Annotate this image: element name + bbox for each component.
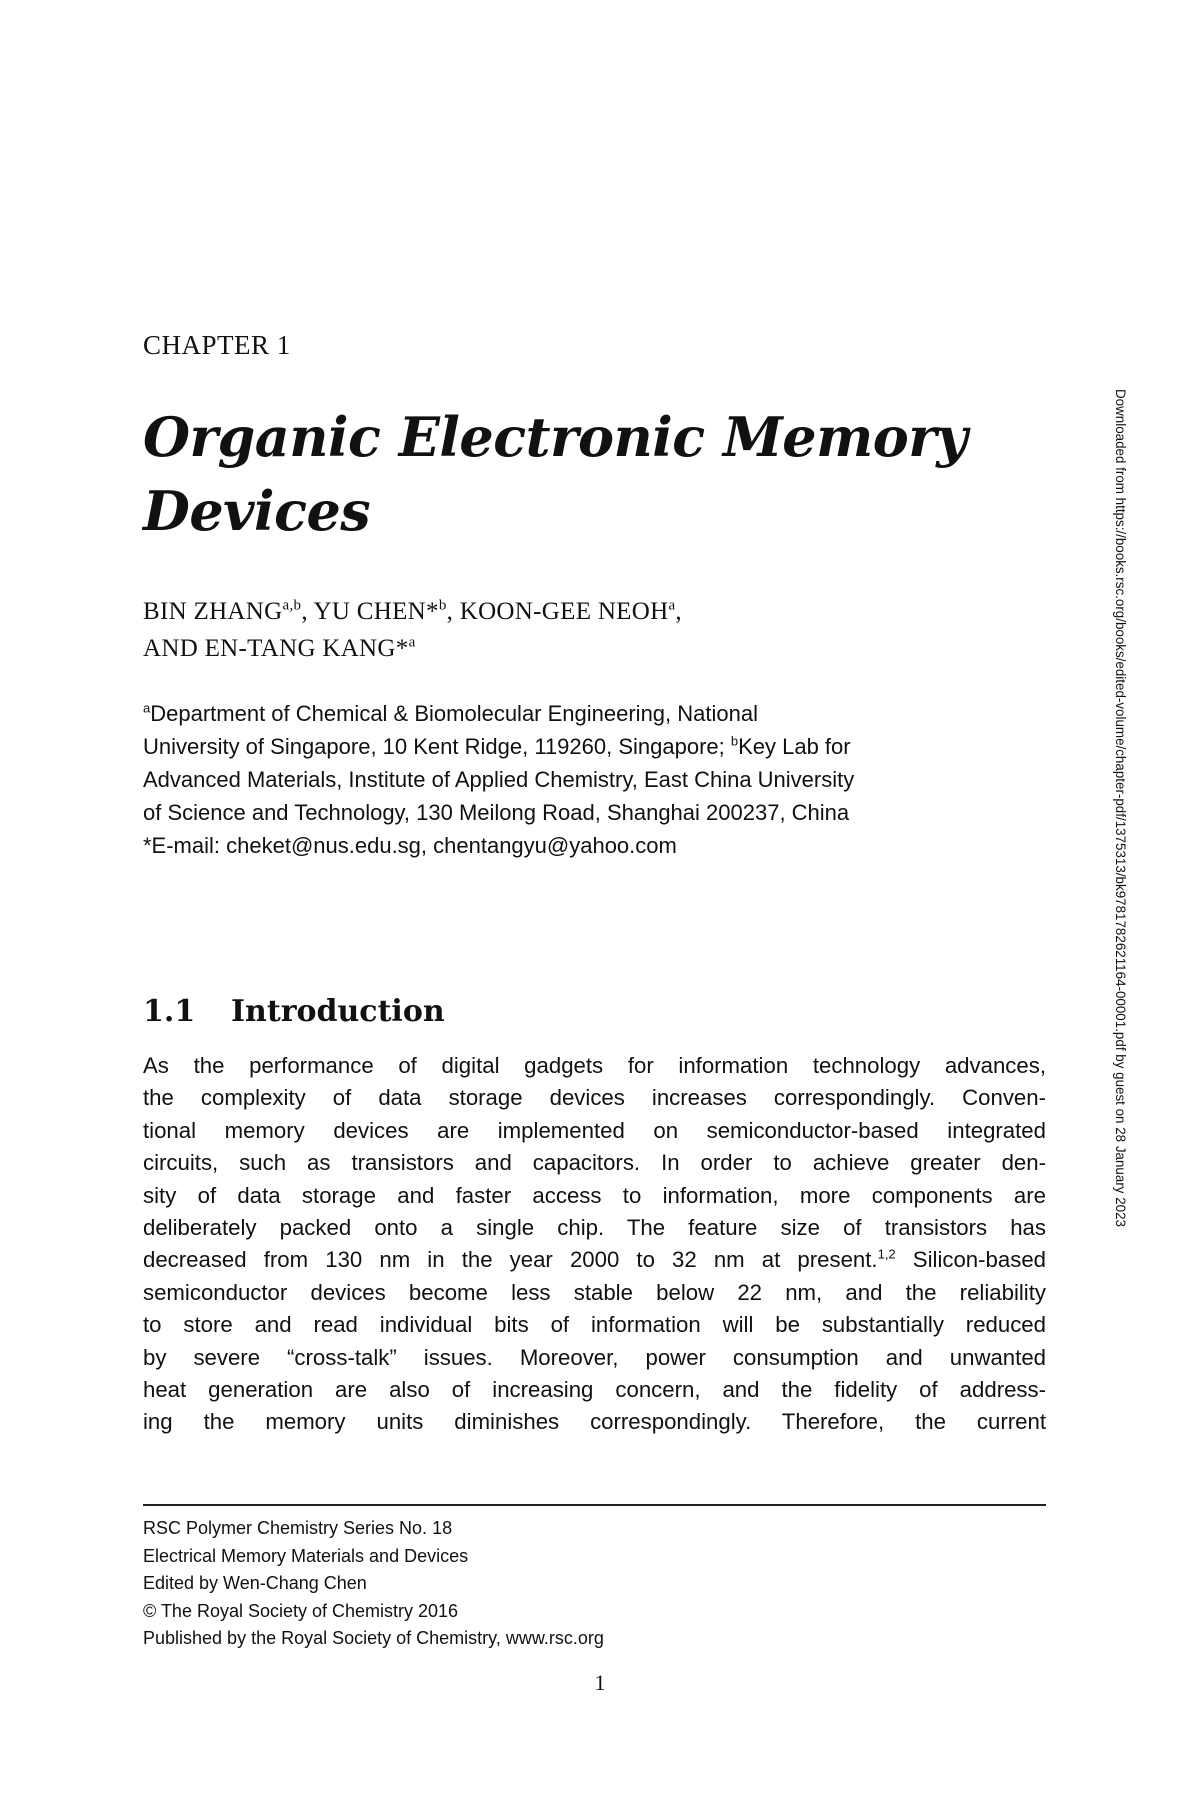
chapter-title-line-2: Devices: [143, 479, 371, 543]
author-affiliation-mark: b: [438, 597, 447, 614]
author-affiliation-mark: a: [668, 597, 676, 614]
affiliation-line: [143, 697, 1043, 730]
citation-reference[interactable]: 1,2: [877, 1247, 896, 1263]
download-watermark: Downloaded from https://books.rsc.org/books/edited-volume/chapter-pdf/1375313/bk9781782621164-00001.pdf by guest on 28 January 2023: [1113, 389, 1128, 1227]
affiliation-line: of Science and Technology, 130 Meilong Road, Shanghai 200237, China: [143, 800, 850, 825]
section-title: Introduction: [231, 994, 445, 1029]
paragraph-line: deliberately packed onto a single chip. The feature size of transistors has: [143, 1215, 1046, 1241]
body-paragraph: [143, 1050, 1046, 1439]
paragraph-text: decreased from 130 nm in the year 2000 to 32 nm at present.: [143, 1247, 878, 1273]
author-name: , YU CHEN*: [301, 598, 439, 625]
affiliation-line: Advanced Materials, Institute of Applied Chemistry, East China University: [143, 767, 855, 792]
paragraph-line: tional memory devices are implemented on semiconductor-based integrated: [143, 1117, 1046, 1143]
affiliation-mark: b: [730, 733, 739, 749]
author-separator: ,: [675, 598, 682, 625]
paragraph-line: [143, 1244, 1046, 1276]
affiliations-block: [143, 697, 1043, 862]
affiliation-mark: a: [143, 700, 151, 716]
page-number: 1: [594, 1670, 606, 1695]
paragraph-line: ing the memory units diminishes correspondingly. Therefore, the current: [143, 1409, 1046, 1435]
editor-line: Edited by Wen-Chang Chen: [143, 1573, 367, 1593]
author-name: AND EN-TANG KANG*: [143, 635, 409, 662]
series-line: RSC Polymer Chemistry Series No. 18: [143, 1518, 453, 1538]
copyright-line: © The Royal Society of Chemistry 2016: [143, 1600, 459, 1621]
author-name: , KOON-GEE NEOH: [446, 598, 669, 625]
author-name: BIN ZHANG: [143, 598, 283, 625]
contact-email: *E-mail: cheket@nus.edu.sg, chentangyu@yahoo.com: [143, 833, 677, 858]
affiliation-line: [143, 730, 1043, 763]
affiliation-text: Department of Chemical & Biomolecular Engineering, National: [150, 701, 758, 726]
section-heading: [143, 992, 445, 1032]
publication-footnote: [143, 1515, 1046, 1653]
book-title-line: Electrical Memory Materials and Devices: [143, 1545, 469, 1566]
paragraph-line: the complexity of data storage devices increases correspondingly. Conven-: [143, 1085, 1046, 1111]
author-list: [143, 593, 1043, 667]
paragraph-line: sity of data storage and faster access to information, more components are: [143, 1182, 1046, 1208]
paragraph-line: heat generation are also of increasing concern, and the fidelity of address-: [143, 1377, 1046, 1403]
affiliation-text: Key Lab for: [738, 734, 851, 759]
chapter-label: CHAPTER 1: [143, 330, 291, 360]
paragraph-line: As the performance of digital gadgets for information technology advances,: [143, 1053, 1046, 1078]
publisher-line: Published by the Royal Society of Chemistry, www.rsc.org: [143, 1628, 604, 1648]
affiliation-text: University of Singapore, 10 Kent Ridge, 119260, Singapore;: [143, 734, 731, 759]
paragraph-line: semiconductor devices become less stable below 22 nm, and the reliability: [143, 1279, 1046, 1305]
chapter-title-line-1: Organic Electronic Memory: [143, 405, 968, 469]
footnote-divider: [143, 1504, 1046, 1506]
section-number: 1.1: [143, 994, 196, 1029]
author-affiliation-mark: a,b: [282, 597, 302, 614]
paragraph-line: circuits, such as transistors and capacitors. In order to achieve greater den-: [143, 1150, 1046, 1176]
paragraph-line: by severe “cross-talk” issues. Moreover, power consumption and unwanted: [143, 1344, 1046, 1370]
paragraph-text: Silicon-based: [895, 1247, 1046, 1273]
paragraph-line: to store and read individual bits of information will be substantially reduced: [143, 1312, 1046, 1338]
chapter-title: [143, 400, 1003, 548]
author-affiliation-mark: a: [408, 634, 416, 651]
